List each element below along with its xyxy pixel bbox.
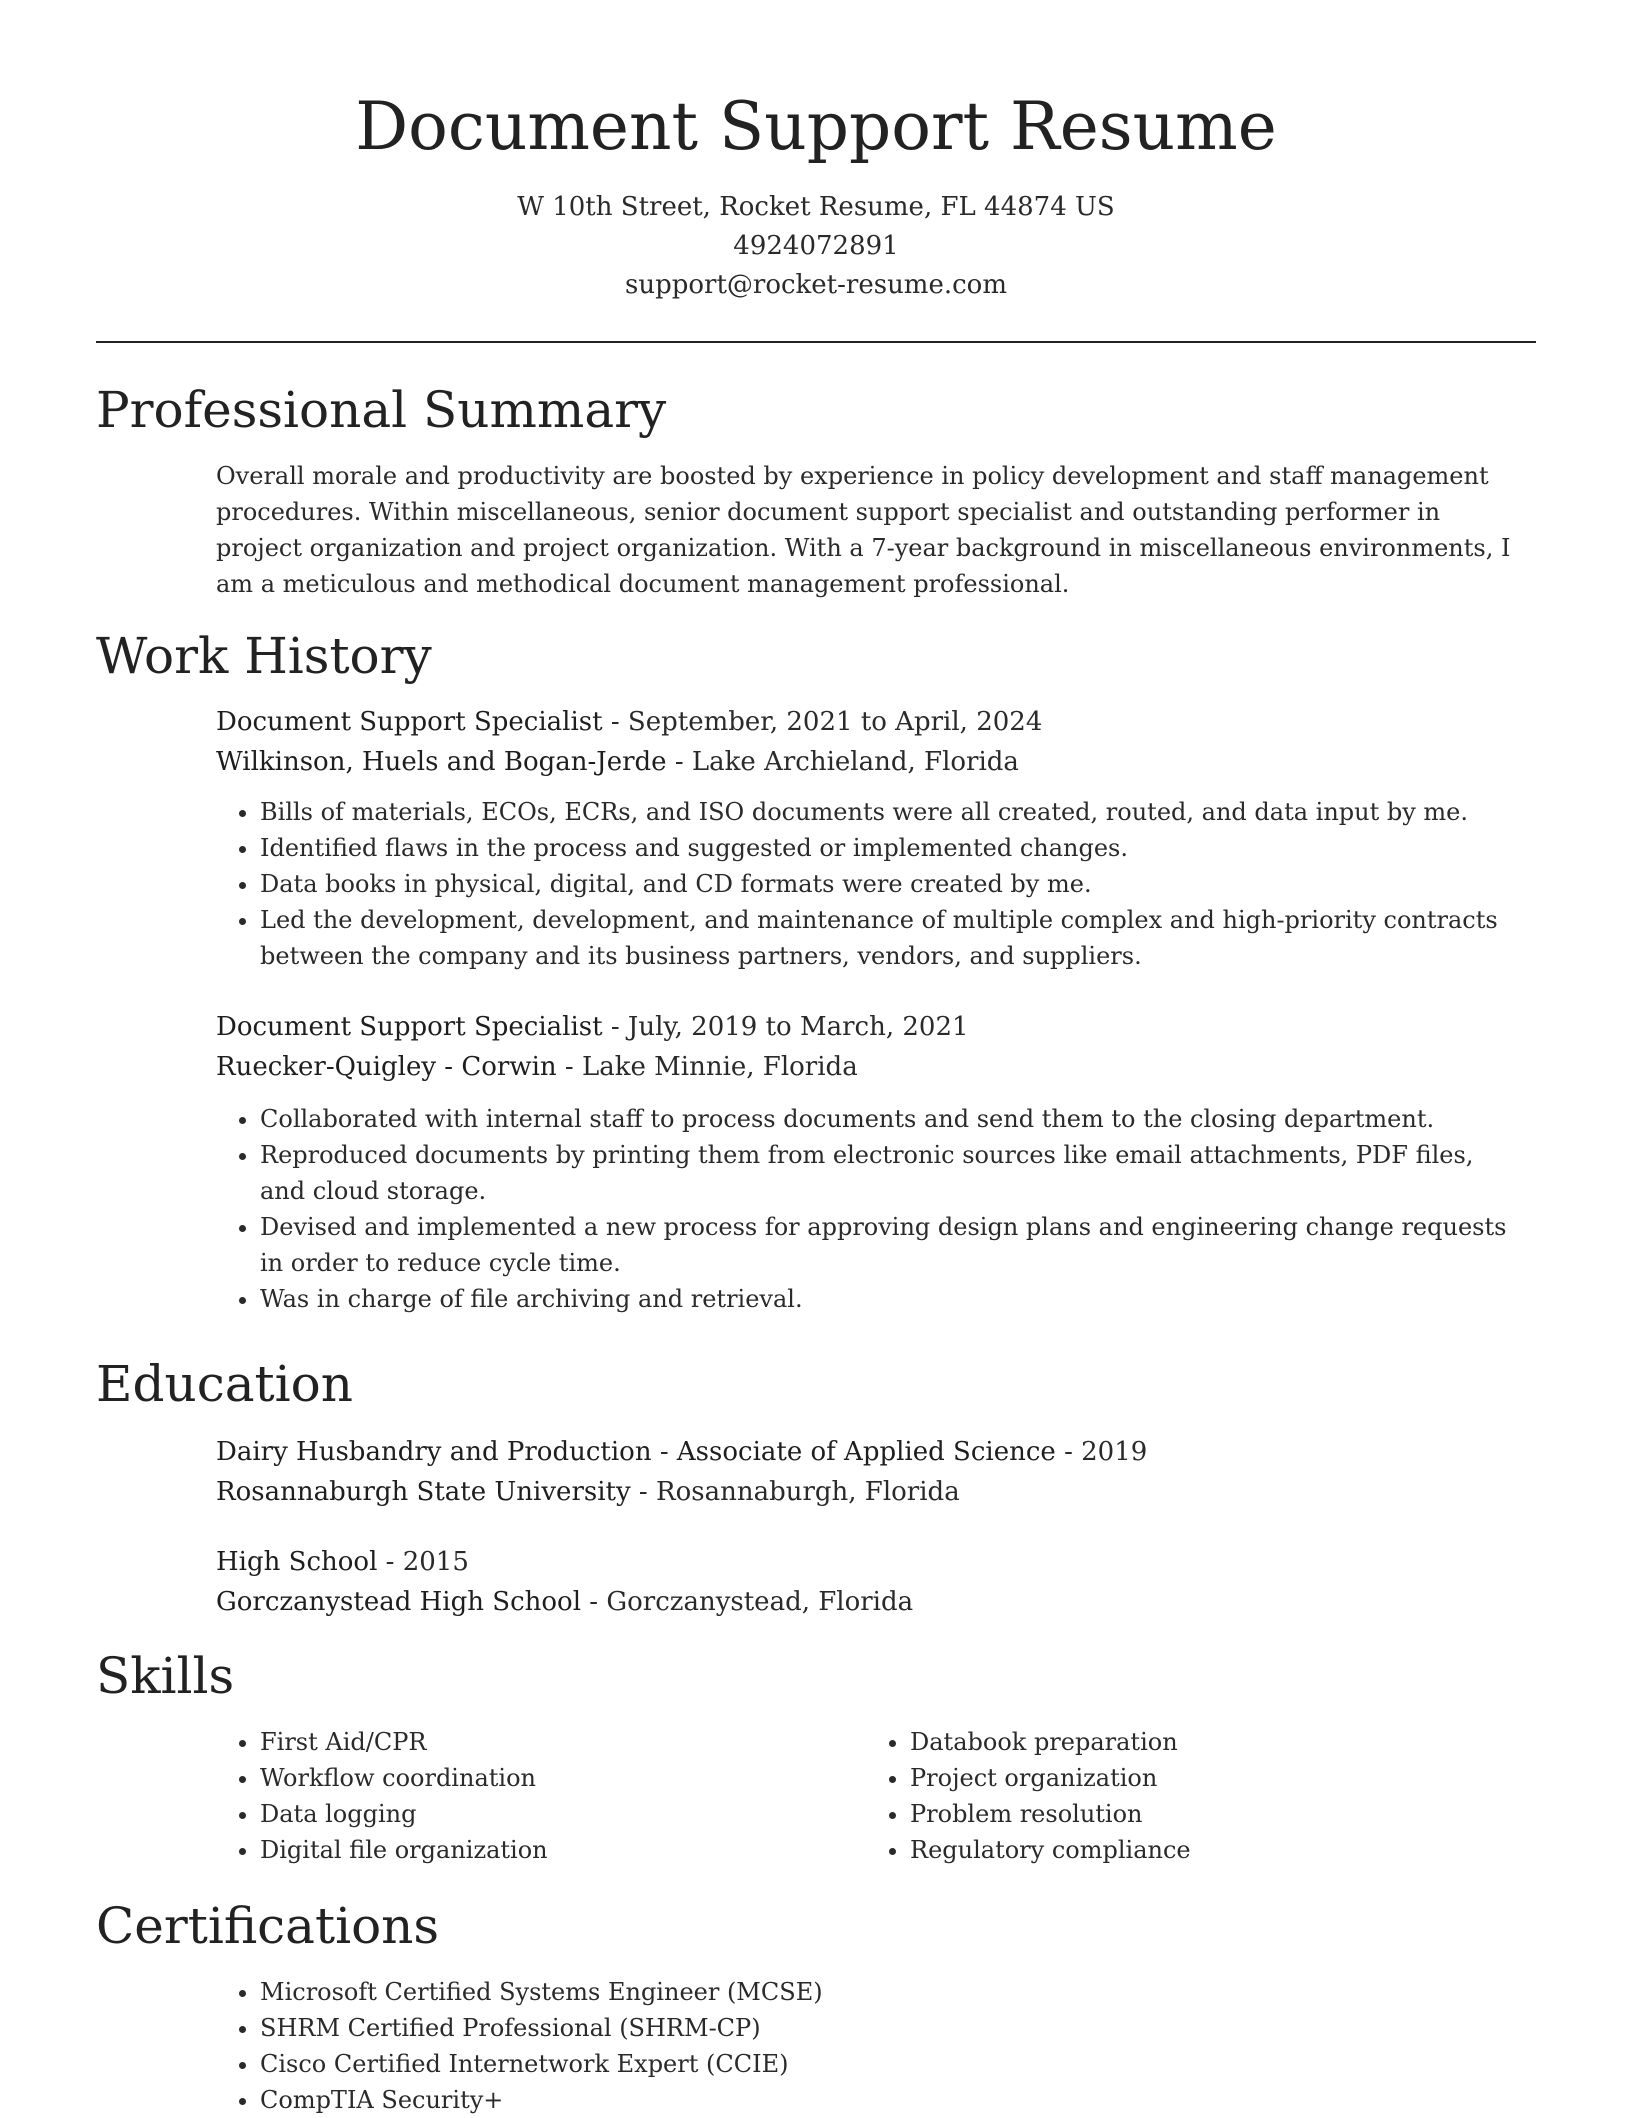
job-entry <box>216 1007 1516 1317</box>
contact-address: W 10th Street, Rocket Resume, FL 44874 US <box>517 192 1115 222</box>
list-item: • Problem resolution <box>910 1796 1516 1832</box>
job-dates: July, 2019 to March, 2021 <box>627 1012 969 1042</box>
list-item: • CompTIA Security+ <box>260 2082 1516 2118</box>
job-role: Document Support Specialist <box>216 707 603 737</box>
education-degree: Associate of Applied Science <box>676 1437 1056 1467</box>
education-year: 2019 <box>1081 1437 1148 1467</box>
education-school-line: Rosannaburgh State University - Rosannaburgh, Florida <box>216 1477 960 1507</box>
list-item: • Data books in physical, digital, and CD formats were created by me. <box>260 866 1516 902</box>
list-item: • Microsoft Certified Systems Engineer (MCSE) <box>260 1974 1516 2010</box>
resume-title: Document Support Resume <box>355 88 1277 165</box>
work-history-heading: Work History <box>96 627 432 685</box>
list-item: • Reproduced documents by printing them from electronic sources like email attachments, PDF files, and cloud storage. <box>260 1137 1516 1209</box>
list-item: • Cisco Certified Internetwork Expert (CCIE) <box>260 2046 1516 2082</box>
education-school: Rosannaburgh State University <box>216 1477 631 1507</box>
education-heading: Education <box>96 1355 353 1413</box>
contact-phone: 4924072891 <box>733 231 899 261</box>
resume-header <box>96 88 1536 305</box>
certifications-heading: Certifications <box>96 1897 440 1955</box>
job-bullets <box>216 794 1516 974</box>
skills-column-left <box>216 1724 866 1868</box>
list-item: • Project organization <box>910 1760 1516 1796</box>
summary-text: Overall morale and productivity are boosted by experience in policy development and staff management procedures. Within miscellaneous, senior document support specialist and outstanding performer in project organization and project organization. With a 7-year background in miscellaneous environments, I am a meticulous and methodical document management professional. <box>216 462 1511 598</box>
certifications-section <box>216 1974 1516 2118</box>
skills-section <box>216 1724 1516 1868</box>
job-entry <box>216 702 1516 974</box>
education-degree-line: Dairy Husbandry and Production - Associate of Applied Science - 2019 <box>216 1437 1148 1467</box>
list-item: • Collaborated with internal staff to process documents and send them to the closing department. <box>260 1101 1516 1137</box>
job-company: Ruecker-Quigley - Corwin <box>216 1052 557 1082</box>
list-item: • Was in charge of file archiving and retrieval. <box>260 1281 1516 1317</box>
list-item: • Identified flaws in the process and suggested or implemented changes. <box>260 830 1516 866</box>
certifications-list <box>216 1974 1516 2118</box>
education-entry <box>216 1542 1516 1622</box>
education-location: Rosannaburgh, Florida <box>656 1477 960 1507</box>
list-item: • Bills of materials, ECOs, ECRs, and ISO documents were all created, routed, and data input by me. <box>260 794 1516 830</box>
list-item: • Regulatory compliance <box>910 1832 1516 1868</box>
summary-heading: Professional Summary <box>96 381 667 439</box>
job-title-line: Document Support Specialist - July, 2019 to March, 2021 <box>216 1012 969 1042</box>
contact-info <box>96 188 1536 305</box>
job-company-line: Wilkinson, Huels and Bogan-Jerde - Lake Archieland, Florida <box>216 747 1019 777</box>
job-title-line: Document Support Specialist - September, 2021 to April, 2024 <box>216 707 1043 737</box>
education-school-line: Gorczanystead High School - Gorczanystead, Florida <box>216 1587 914 1617</box>
skills-column-right <box>866 1724 1516 1868</box>
job-bullets <box>216 1101 1516 1317</box>
list-item: • Databook preparation <box>910 1724 1516 1760</box>
list-item: • SHRM Certified Professional (SHRM-CP) <box>260 2010 1516 2046</box>
job-location: Lake Minnie, Florida <box>581 1052 858 1082</box>
contact-email: support@rocket-resume.com <box>624 270 1007 300</box>
job-company: Wilkinson, Huels and Bogan-Jerde <box>216 747 667 777</box>
education-degree-line: High School - 2015 <box>216 1547 469 1577</box>
education-year: 2015 <box>402 1547 469 1577</box>
education-field: Dairy Husbandry and Production <box>216 1437 652 1467</box>
education-school: Gorczanystead High School <box>216 1587 582 1617</box>
list-item: • First Aid/CPR <box>260 1724 866 1760</box>
education-entry <box>216 1432 1516 1512</box>
list-item: • Devised and implemented a new process for approving design plans and engineering change requests in order to reduce cycle time. <box>260 1209 1516 1281</box>
header-divider <box>96 341 1536 343</box>
education-location: Gorczanystead, Florida <box>606 1587 914 1617</box>
list-item: • Digital file organization <box>260 1832 866 1868</box>
job-dates: September, 2021 to April, 2024 <box>627 707 1043 737</box>
education-degree: High School <box>216 1547 378 1577</box>
list-item: • Data logging <box>260 1796 866 1832</box>
list-item: • Led the development, development, and maintenance of multiple complex and high-priority contracts between the company and its business partners, vendors, and suppliers. <box>260 902 1516 974</box>
job-location: Lake Archieland, Florida <box>691 747 1019 777</box>
summary-section <box>216 458 1516 602</box>
list-item: • Workflow coordination <box>260 1760 866 1796</box>
job-company-line: Ruecker-Quigley - Corwin - Lake Minnie, Florida <box>216 1052 858 1082</box>
skills-heading: Skills <box>96 1647 235 1705</box>
job-role: Document Support Specialist <box>216 1012 603 1042</box>
